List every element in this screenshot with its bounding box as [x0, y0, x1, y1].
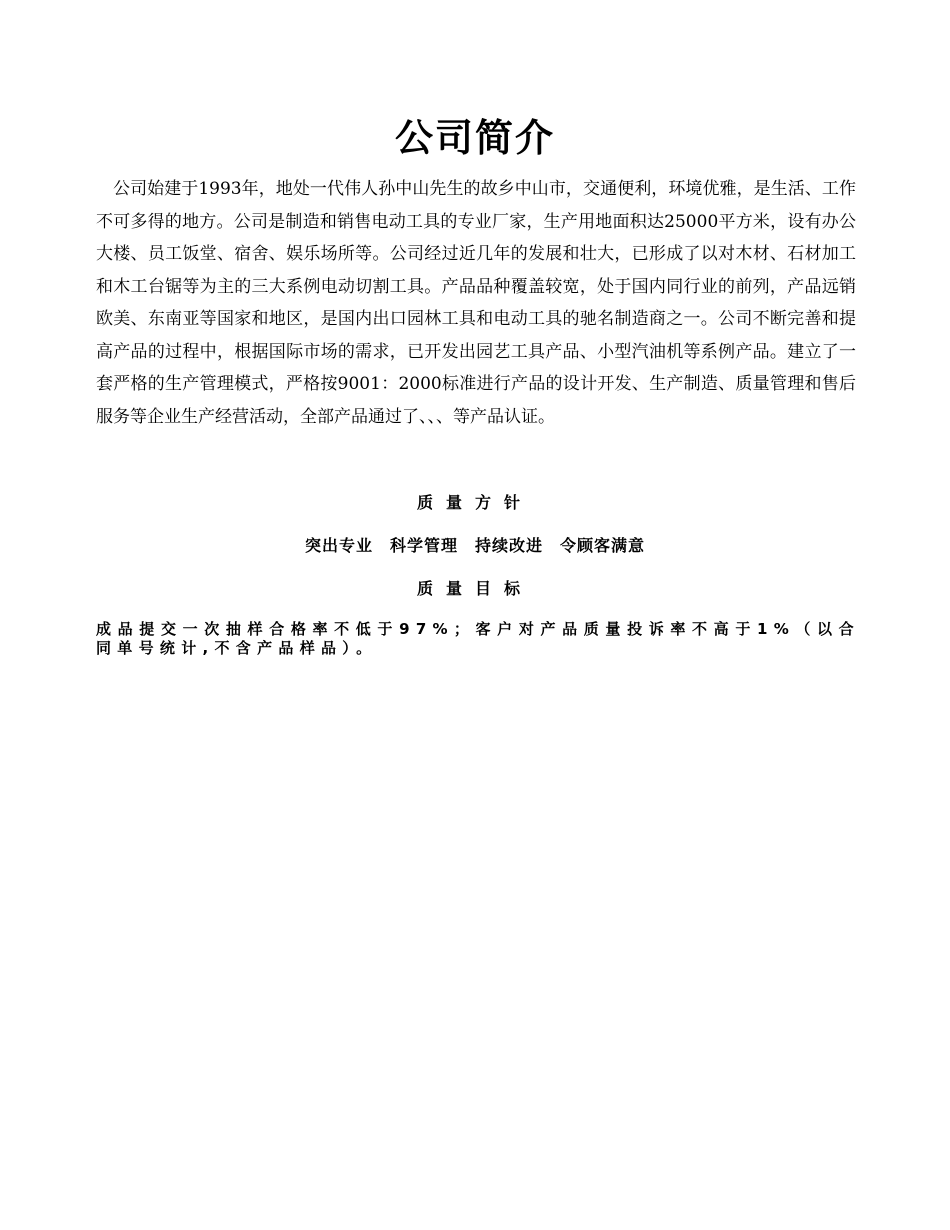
quality-policy-text: 突出专业 科学管理 持续改进 令顾客满意 — [304, 536, 645, 555]
intro-paragraph: 公司始建于1993年，地处一代伟人孙中山先生的故乡中山市，交通便利，环境优雅，是生活、工作不可多得的地方。公司是制造和销售电动工具的专业厂家，生产用地面积达25000平方米，设有办公大楼、员工饭堂、宿舍、娱乐场所等。公司经过近几年的发展和壮大，已形成了以对木材、石材加工和木工台锯等为主的三大系例电动切割工具。产品品种覆盖较宽，处于国内同行业的前列，产品远销欧美、东南亚等国家和地区，是国内出口园林工具和电动工具的驰名制造商之一。公司不断完善和提高产品的过程中，根据国际市场的需求，已开发出园艺工具产品、小型汽油机等系例产品。建立了一套严格的生产管理模式，严格按9001：2000标准进行产品的设计开发、生产制造、质量管理和售后服务等企业生产经营活动，全部产品通过了、、、等产品认证。 — [96, 179, 856, 427]
quality-goal-heading: 质量目标 — [416, 579, 533, 598]
quality-goal-text: 成品提交一次抽样合格率不低于97%；客户对产品质量投诉率不高于1%（以合同单号统计,不含产品样品）。 — [96, 620, 860, 657]
quality-policy-heading: 质量方针 — [416, 493, 533, 512]
page-title: 公司简介 — [394, 116, 555, 160]
